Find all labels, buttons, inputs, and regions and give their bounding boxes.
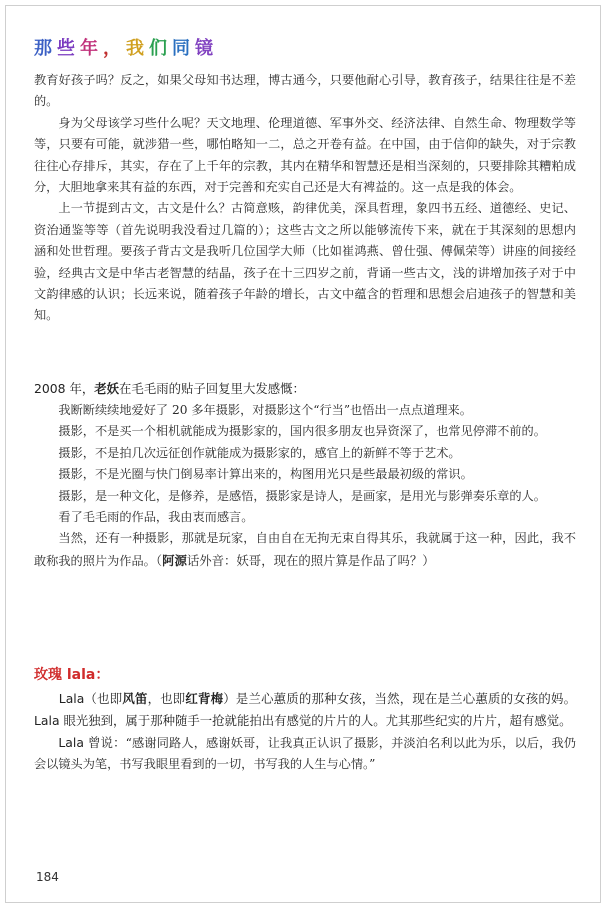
handwritten-section-1 [34,70,576,327]
text: ，也即 [147,691,186,706]
header-char: 同 [172,38,194,59]
header-char: 我 [126,38,148,59]
paragraph: 上一节提到古文，古文是什么？古简意赅，韵律优美，深具哲理，象四书五经、道德经、史记、资治通鉴等等（首先说明我没看过几篇的）；这些古文之所以能够流传下来，就在于其深刻的思想内涵和处世哲理。要孩子背古文是我听几位国学大师（比如崔鸿燕、曾仕强、傅佩荣等）讲座的间接经验，经典古文是中华古老智慧的结晶，孩子在十三四岁之前，背诵一些古文，浅的讲增加孩子对于中文韵律感的认识；长远来说，随着孩子年龄的增长，古文中蕴含的哲理和思想会启迪孩子的智慧和美知。 [34,201,576,323]
paragraph [34,528,576,572]
paragraph: 摄影，不是拍几次远征创作就能成为摄影家的，感官上的新鲜不等于艺术。 [58,445,461,460]
running-header [34,34,218,60]
bold-name: 阿源 [162,552,187,568]
paragraph: 摄影，不是光圈与快门倒易率计算出来的，构图用光只是些最最初级的常识。 [58,467,473,482]
text: Lala（也即 [58,691,123,706]
heading-bold-name: 老妖 [94,381,120,396]
paragraph: 摄影，是一种文化，是修养，是感悟，摄影家是诗人，是画家，是用光与影弹奏乐章的人。 [58,488,546,503]
paragraph: 看了毛毛雨的作品，我由衷而感言。 [58,510,254,525]
laoyao-section [34,378,576,572]
hand-text: 当然，还有一种摄影，那就是玩家，自由自在无拘无束自得其乐，我就属于这一种，因此，我不敢称我的照片为作品。 [34,531,576,568]
section-heading [34,378,576,400]
lala-section [34,688,576,776]
paragraph: 身为父母该学习些什么呢？天文地理、伦理道德、军事外交、经济法律、自然生命、物理数学等等，只要有可能，就涉猎一些，哪怕略知一二，总之开卷有益。在中国，由于信仰的缺失，对于宗教往往心存排斥，其实，存在了上千年的宗教，其内在精华和智慧还是相当深刻的，只要排除其糟粕成分，大胆地拿来其有益的东西，对于完善和充实自己还是大有裨益的。这一点是我的体会。 [34,115,576,195]
header-char: 那 [34,38,56,59]
paragraph [34,688,576,732]
header-char: 些 [57,38,79,59]
heading-text: 在毛毛雨的贴子回复里大发感慨： [119,381,305,396]
page-number: 184 [36,870,59,884]
section-title-lala: 玫瑰 lala： [34,667,110,683]
paragraph: 我断断续续地爱好了 20 多年摄影，对摄影这个“行当”也悟出一点点道理来。 [58,403,472,417]
hand-text: “感谢同路人，感谢妖哥，让我真正认识了摄影，并淡泊名利以此为乐，以后，我仍会以镜头为笔，书写我眼里看到的一切，书写我的人生与心情。” [34,736,576,772]
header-char: 年 [80,38,102,59]
header-char: 镜 [195,38,217,59]
print-text: Lala 曾说： [58,735,126,750]
paragraph: 摄影，不是买一个相机就能成为摄影家的，国内很多朋友也异资深了，也常见停滞不前的。 [58,424,546,439]
bold-name: 红背梅 [185,691,224,706]
text: ）是兰心蕙质的那种女孩，当然，现在是兰心蕙质的女孩的妈。Lala 眼光独到，属于那种随手一抢就能拍出有感觉的片片的人。尤其那些纪实的片片，超有感觉。 [34,691,577,728]
print-text: 话外音：妖哥，现在的照片算是作品了吗？） [186,552,435,568]
header-char: 们 [149,38,171,59]
header-char: ， [103,38,125,59]
heading-text: 2008 年， [34,381,95,396]
bold-name: 风笛 [122,691,148,706]
print-text: （ [155,552,163,568]
paragraph: 教育好孩子吗？反之，如果父母知书达理，博古通今，只要他耐心引导，教育孩子，结果往往是不差的。 [34,73,576,109]
paragraph [34,732,576,776]
